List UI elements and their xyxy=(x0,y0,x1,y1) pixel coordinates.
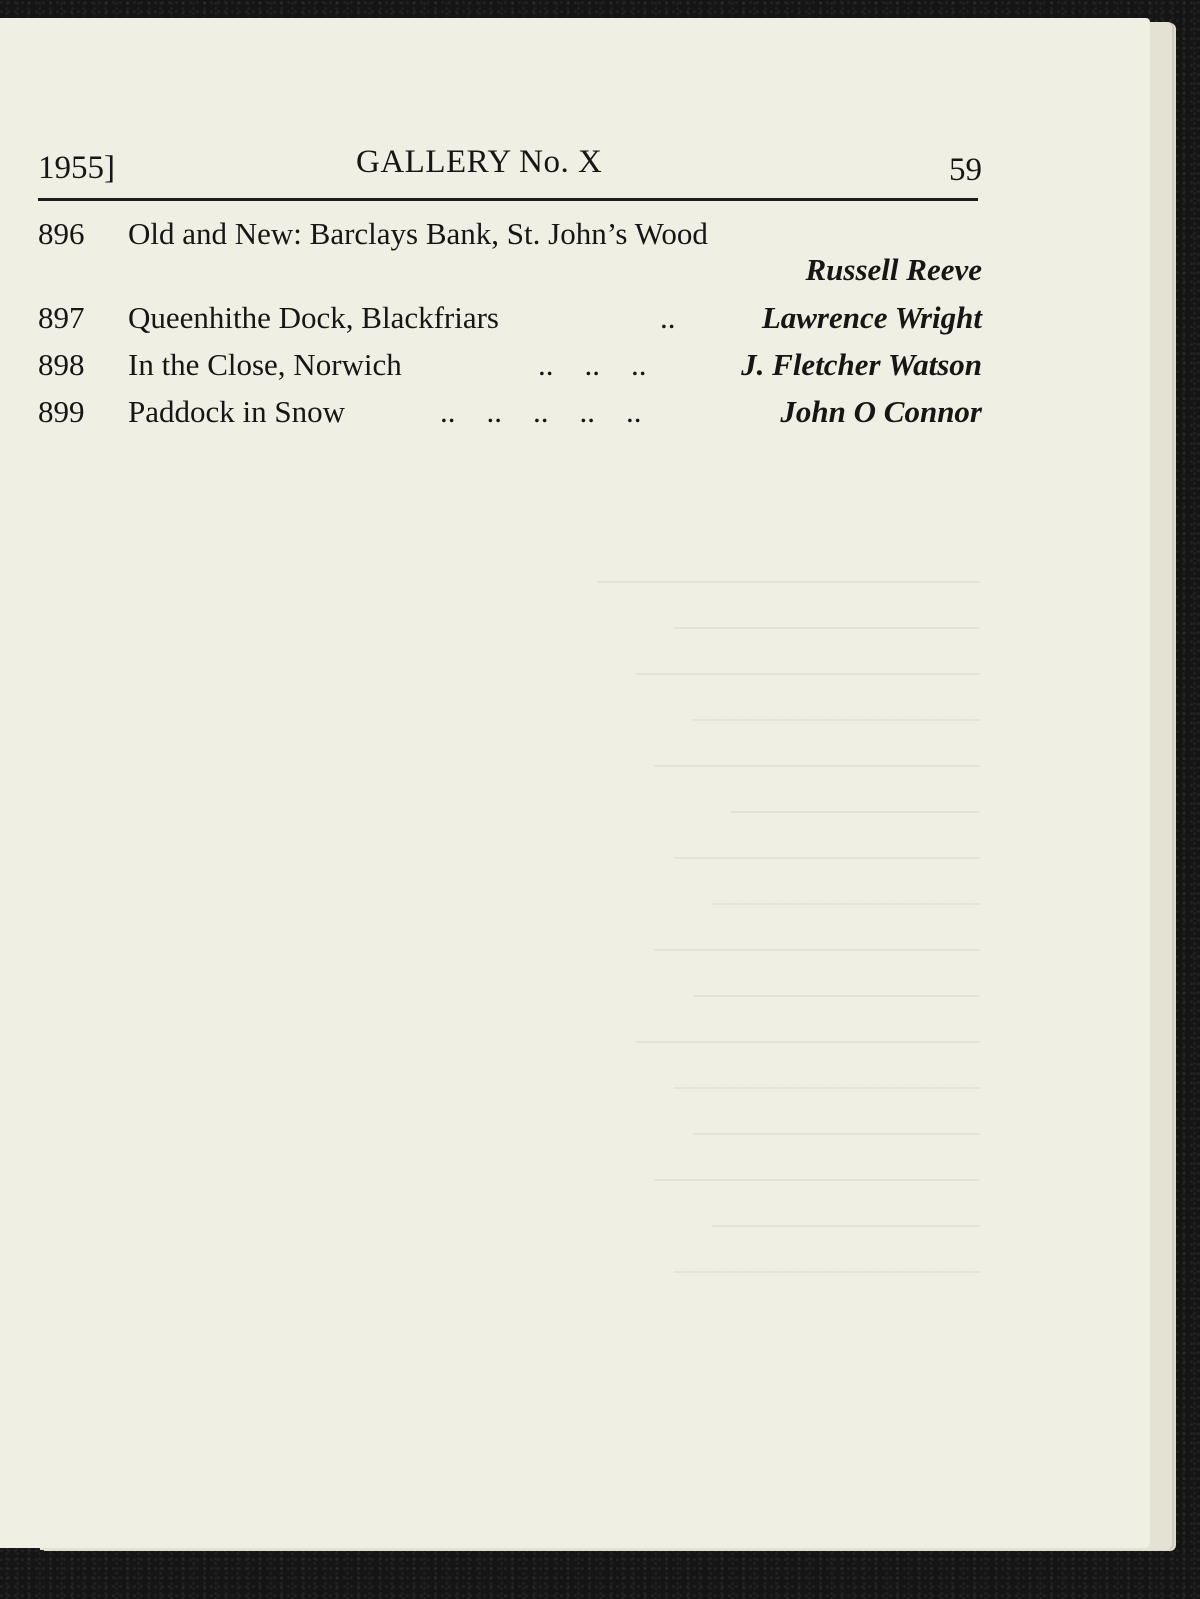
page-content xyxy=(38,138,982,429)
catalogue-entry xyxy=(38,341,982,388)
running-head-year: 1955] xyxy=(38,150,115,186)
entry-title: In the Close, Norwich xyxy=(128,347,402,382)
entry-number: 899 xyxy=(38,394,85,429)
bleed-through-texture: ──────────────────── ──────────────── ────────────────── ─────────────── ───────────────── ───────────── ──────────────── ────────────── ───────────────── ─────────────── ────────────────── ──────────────── ─────────────── ───────────────── ────────────── ──────────────── xyxy=(597,566,980,1286)
entry-artist: Russell Reeve xyxy=(805,252,982,287)
page-number: 59 xyxy=(949,152,982,188)
entry-title: Old and New: Barclays Bank, St. John’s Wood xyxy=(128,216,708,251)
entry-artist: John O Connor xyxy=(780,394,982,429)
entry-number: 897 xyxy=(38,300,85,335)
catalogue-entry xyxy=(38,294,982,341)
entry-artist: Lawrence Wright xyxy=(761,300,982,335)
entry-number: 898 xyxy=(38,347,85,382)
catalogue-entry xyxy=(38,210,982,294)
entry-leader-dots: .. xyxy=(660,300,676,335)
entry-artist: J. Fletcher Watson xyxy=(741,347,982,382)
catalogue-page xyxy=(0,18,1150,1548)
running-head xyxy=(38,138,982,186)
entry-number: 896 xyxy=(38,216,85,251)
entry-leader-dots: .. .. .. .. .. xyxy=(440,394,642,429)
running-head-gallery-title: GALLERY No. X xyxy=(356,144,603,180)
entry-title: Paddock in Snow xyxy=(128,394,345,429)
catalogue-entries xyxy=(38,210,982,435)
entry-leader-dots: .. .. .. xyxy=(538,347,647,382)
catalogue-entry xyxy=(38,388,982,435)
entry-title: Queenhithe Dock, Blackfriars xyxy=(128,300,500,335)
header-rule xyxy=(38,198,978,201)
